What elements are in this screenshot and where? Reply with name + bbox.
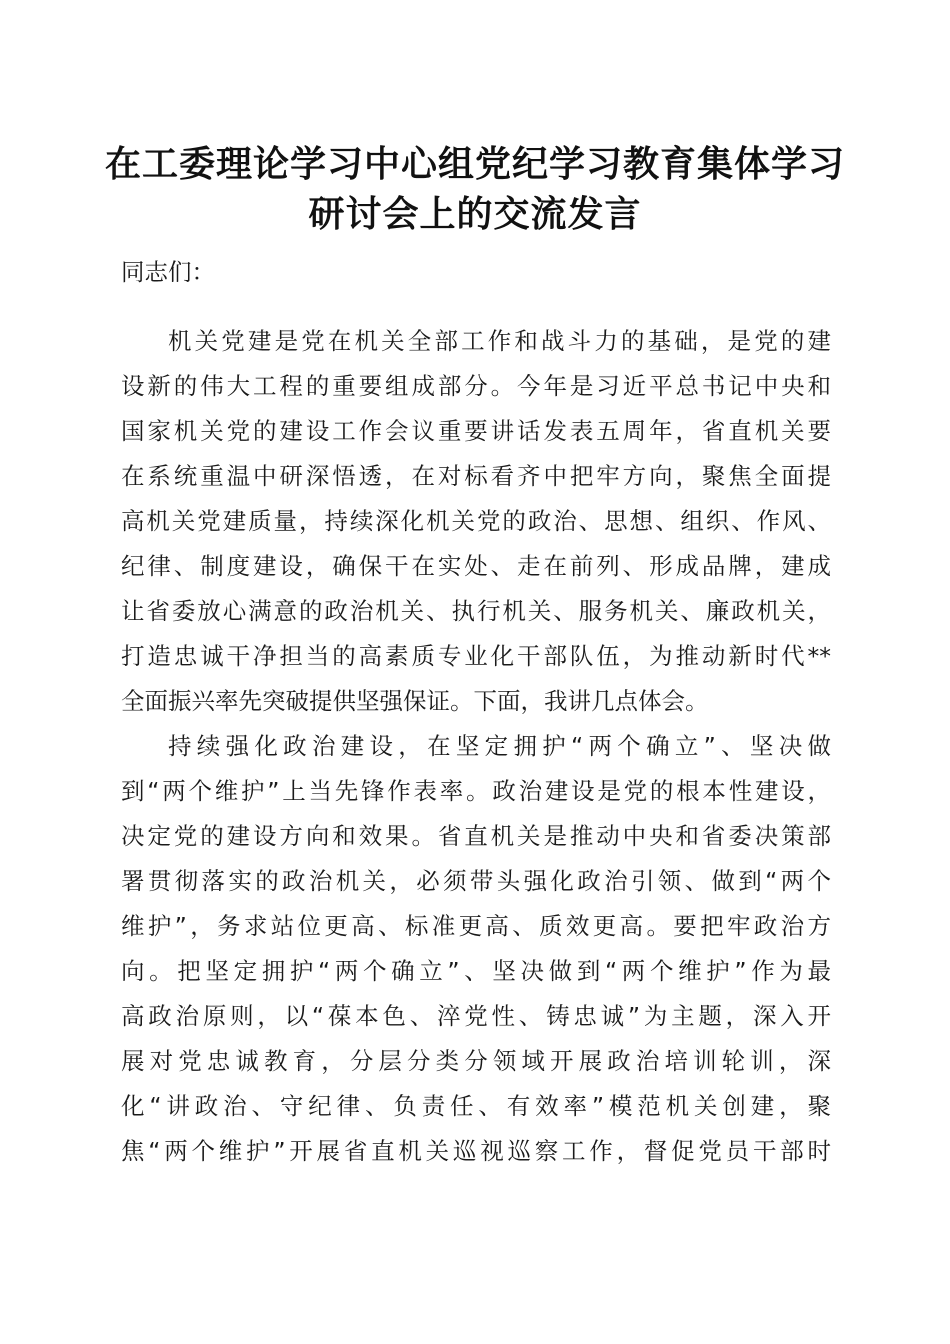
document-title-line-1: 在工委理论学习中心组党纪学习教育集体学习	[104, 143, 845, 185]
paragraph-2-line: 焦“两个维护”开展省直机关巡视巡察工作，督促党员干部时	[121, 1137, 831, 1165]
paragraph-1-line: 让省委放心满意的政治机关、执行机关、服务机关、廉政机关，	[121, 597, 831, 625]
document-title-line-2: 研讨会上的交流发言	[308, 193, 642, 235]
paragraph-2-line: 署贯彻落实的政治机关，必须带头强化政治引领、做到“两个	[121, 867, 831, 895]
paragraph-1-line: 国家机关党的建设工作会议重要讲话发表五周年，省直机关要	[121, 417, 831, 445]
paragraph-1-line: 机关党建是党在机关全部工作和战斗力的基础，是党的建	[168, 327, 831, 355]
paragraph-1-line: 高机关党建质量，持续深化机关党的政治、思想、组织、作风、	[121, 507, 831, 535]
paragraph-2-line: 维护”，务求站位更高、标准更高、质效更高。要把牢政治方	[121, 912, 831, 940]
paragraph-1-line: 打造忠诚干净担当的高素质专业化干部队伍，为推动新时代**	[121, 642, 831, 670]
paragraph-2-line: 到“两个维护”上当先锋作表率。政治建设是党的根本性建设，	[121, 777, 831, 805]
paragraph-2-line: 展对党忠诚教育，分层分类分领域开展政治培训轮训，深	[121, 1047, 831, 1075]
paragraph-1-line: 全面振兴率先突破提供坚强保证。下面，我讲几点体会。	[121, 687, 709, 715]
paragraph-2-line: 化“讲政治、守纪律、负责任、有效率”模范机关创建，聚	[121, 1092, 831, 1120]
paragraph-2-line: 高政治原则，以“葆本色、淬党性、铸忠诚”为主题，深入开	[121, 1002, 831, 1030]
greeting: 同志们：	[121, 258, 215, 286]
paragraph-1-line: 纪律、制度建设，确保干在实处、走在前列、形成品牌，建成	[121, 552, 831, 580]
paragraph-2-line: 决定党的建设方向和效果。省直机关是推动中央和省委决策部	[121, 822, 831, 850]
paragraph-2-line: 向。把坚定拥护“两个确立”、坚决做到“两个维护”作为最	[121, 957, 831, 985]
paragraph-1-line: 设新的伟大工程的重要组成部分。今年是习近平总书记中央和	[121, 372, 831, 400]
paragraph-2-line: 持续强化政治建设，在坚定拥护“两个确立”、坚决做	[168, 732, 831, 760]
paragraph-1-line: 在系统重温中研深悟透，在对标看齐中把牢方向，聚焦全面提	[121, 462, 831, 490]
